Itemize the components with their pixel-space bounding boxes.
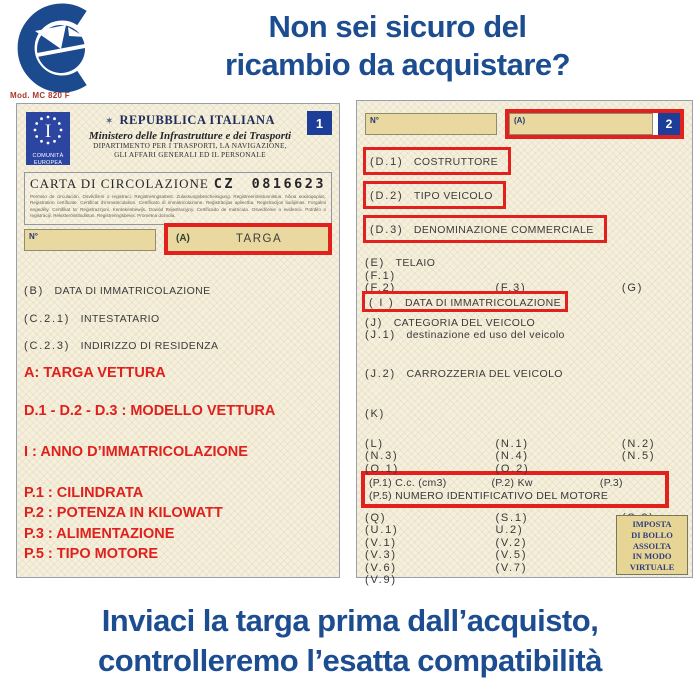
field-label: INDIRIZZO DI RESIDENZA — [80, 339, 219, 352]
field-code: ( I ) — [369, 296, 395, 309]
footer-line1: Inviaci la targa prima dall’acquisto, — [101, 603, 599, 638]
field-code: (V.3) — [365, 549, 397, 562]
plate-field-highlight-box — [505, 109, 684, 139]
field-label: DENOMINAZIONE COMMERCIALE — [413, 224, 594, 236]
field-code: (B) — [24, 284, 45, 297]
engine-highlight-box — [361, 471, 669, 508]
eu-emblem-label2: EUROPEA — [33, 159, 63, 166]
form-model-label: Mod. MC 820 F — [10, 91, 70, 100]
eu-emblem-letter: I — [44, 121, 52, 142]
field-code: (Q) — [365, 511, 387, 524]
field-row-e — [365, 253, 684, 269]
doc-title: CARTA DI CIRCOLAZIONE — [30, 176, 209, 191]
field-code: (V.2) — [495, 536, 528, 549]
field-code: (G) — [621, 282, 644, 294]
field-p3: (P.3) — [599, 477, 623, 489]
field-label: TIPO VEICOLO — [413, 190, 493, 202]
field-code: (F.2) — [365, 282, 396, 294]
field-code: (E) — [365, 257, 386, 269]
stamp-line: IMPOSTA — [632, 519, 672, 529]
targa-highlight-box — [164, 223, 332, 255]
doc-serial: CZ 0816623 — [213, 176, 326, 192]
field-row-f2 — [365, 278, 684, 294]
field-label: INTESTATARIO — [80, 312, 160, 325]
footer-line2: controlleremo l’esatta compatibilità — [98, 643, 602, 678]
field-code: (O.1) — [365, 462, 400, 475]
annotation-tipo-motore: P.5 : TIPO MOTORE — [24, 546, 159, 563]
store-logo-icon — [6, 2, 108, 94]
page-title — [105, 8, 690, 84]
field-p2: (P.2) Kw — [491, 477, 533, 489]
field-label: DATA DI IMMATRICOLAZIONE — [404, 296, 561, 309]
field-label: destinazione ed uso del veicolo — [406, 329, 565, 341]
department-line1: DIPARTIMENTO PER I TRASPORTI, LA NAVIGAZIONE, — [93, 141, 287, 150]
field-code: (D.3) — [370, 224, 404, 236]
immatricolazione-highlight-box — [362, 291, 568, 312]
field-row-n3 — [365, 446, 684, 462]
field-row-c23 — [24, 336, 332, 350]
field-row-c21 — [24, 309, 332, 323]
page-1-badge: 1 — [307, 111, 332, 135]
field-row-l — [365, 434, 684, 450]
left-panel-header — [24, 109, 332, 169]
department-line2: GLI AFFARI GENERALI ED IL PERSONALE — [114, 149, 266, 159]
field-label: COSTRUTTORE — [413, 156, 499, 168]
stamp-line: ASSOLTA — [632, 540, 672, 551]
field-a-value: TARGA — [235, 232, 283, 245]
right-document-panel — [356, 100, 693, 587]
field-code: (S.1) — [495, 511, 529, 524]
field-code: (V.9) — [365, 574, 397, 587]
right-fields-row — [365, 113, 684, 139]
multilingual-fine-print: Permiso de circulación. Osvědčení o registraci. Registreringsattest. Zulassungsbescheinigung. Registreerimistunnistus. Άδεια κυκλοφορίας. Registration certificate. Certificat d'immatriculation. Certificato di immatricolazione. Reģistrācijas apliecība. Registracijos liudijimas. Forgalmi engedély. Certifikat ta' Reġistrazzjoni. Kentekenbewijs. Dowód Rejestracyjny. Certificado de matrícula. Osvedčenie o evidencii. Potrdilo o registraciji. Rekisteröintitodistus. Registreringsbevis. Prometna dozvola. — [30, 194, 326, 219]
annotation-alimentazione: P.3 : ALIMENTAZIONE — [24, 525, 175, 542]
field-row-j1 — [365, 325, 684, 341]
annotation-cilindrata: P.1 : CILINDRATA — [24, 484, 144, 501]
republic-title-text: REPUBBLICA ITALIANA — [119, 113, 275, 127]
annotation-potenza: P.2 : POTENZA IN KILOWATT — [24, 505, 223, 522]
annotation-anno: I : ANNO D’IMMATRICOLAZIONE — [24, 443, 248, 460]
field-p5: (P.5) NUMERO IDENTIFICATIVO DEL MOTORE — [369, 489, 609, 502]
field-label: CATEGORIA DEL VEICOLO — [393, 316, 536, 329]
stamp-line: VIRTUALE — [629, 562, 675, 573]
field-code: (N.4) — [495, 450, 529, 462]
denominazione-highlight-box — [363, 215, 607, 243]
field-label: DATA DI IMMATRICOLAZIONE — [54, 284, 211, 297]
field-code: (V.5) — [495, 549, 528, 562]
eu-flag-icon — [26, 112, 70, 165]
field-code: (L) — [365, 437, 384, 450]
left-document-panel — [16, 103, 340, 578]
republic-title — [76, 113, 304, 128]
field-code: (O.2) — [495, 462, 530, 475]
costruttore-highlight-box — [363, 147, 511, 175]
stamp-line: IN MODO — [632, 551, 672, 562]
field-code: (F.3) — [495, 282, 527, 294]
page-2-badge: 2 — [658, 113, 680, 135]
ministry-header — [76, 113, 304, 159]
field-code: (V.7) — [495, 561, 528, 574]
field-label: CARROZZERIA DEL VEICOLO — [406, 367, 563, 380]
left-fields-row — [24, 229, 332, 255]
field-code: (N.2) — [621, 437, 656, 450]
field-code: U.2) — [495, 524, 524, 537]
field-row-b — [24, 281, 332, 295]
stamp-box — [616, 515, 688, 575]
field-row-j2 — [365, 364, 684, 380]
doc-number-field: N° — [365, 113, 497, 135]
annotation-targa: A: TARGA VETTURA — [24, 364, 166, 381]
eu-emblem-label1: COMUNITÀ — [32, 153, 64, 159]
field-code: (C.2.1) — [24, 312, 71, 325]
page-title-line2: ricambio da acquistare? — [224, 47, 571, 82]
tipo-veicolo-highlight-box — [363, 181, 506, 209]
field-row-j — [365, 313, 684, 329]
field-code: (V.1) — [365, 536, 397, 549]
field-code: (J.1) — [365, 329, 396, 341]
field-p1: (P.1) C.c. (cm3) — [369, 477, 447, 489]
field-code: (J.2) — [365, 367, 396, 380]
field-code: (V.6) — [365, 561, 397, 574]
field-code: (N.5) — [621, 450, 656, 462]
field-code: (F.1) — [365, 269, 396, 282]
carta-title-box — [24, 172, 332, 225]
field-code: (K) — [365, 408, 386, 420]
italy-emblem-icon: ✶ — [105, 116, 114, 127]
legend-annotations — [24, 366, 332, 563]
field-row-k — [365, 404, 684, 420]
field-a-code: (A) — [176, 233, 190, 245]
field-label: TELAIO — [395, 257, 436, 269]
field-code: (D.1) — [370, 156, 404, 168]
field-code: (J) — [365, 316, 384, 329]
annotation-modello: D.1 - D.2 - D.3 : MODELLO VETTURA — [24, 402, 276, 419]
doc-number-field: N° — [24, 229, 156, 251]
ministry-line: Ministero delle Infrastrutture e dei Trasporti — [88, 130, 292, 142]
page-title-line1: Non sei sicuro del — [268, 9, 527, 44]
stamp-line: DI BOLLO — [631, 529, 673, 540]
field-a-code: (A) — [509, 113, 653, 135]
field-code: (N.3) — [365, 450, 399, 462]
field-code: (D.2) — [370, 190, 404, 202]
field-code: (C.2.3) — [24, 339, 71, 352]
field-code: (U.1) — [365, 524, 399, 537]
footer-cta — [0, 601, 700, 681]
field-code: (N.1) — [495, 437, 529, 450]
